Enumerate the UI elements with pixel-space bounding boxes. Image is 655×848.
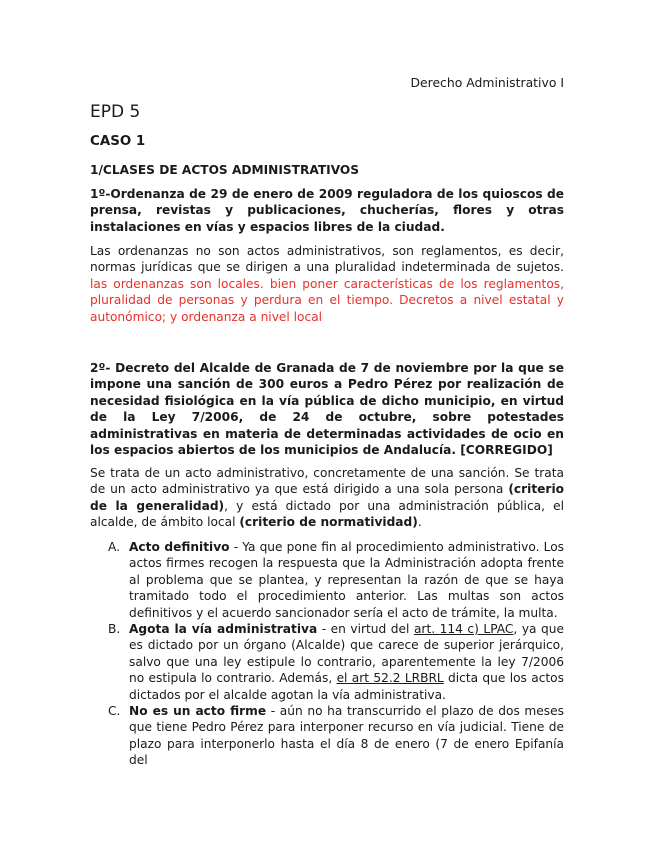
list-marker: C. [108,704,121,719]
criterio-normatividad: (criterio de normatividad) [239,515,418,530]
item2-answer-text-a: Se trata de un acto administrativo, concretamente de una sanción. Se trata de un acto administrativo ya que está dirigido a una sola persona [90,466,564,497]
list-item [90,621,564,703]
list-item-text: - en virtud del [317,622,414,637]
running-header: Derecho Administrativo I [410,75,564,90]
list-item [90,703,564,769]
list-item-title: Acto definitivo [129,540,230,554]
list-item-text: , ya que es dictado por un órgano (Alcalde) que carece de superior jerárquico, salvo que una ley estipule lo contrario, aparentemente la ley 7/2006 no estipula lo contrario. Además, [129,622,565,686]
item2-answer-text-c: , y está dictado por una administración pública, el alcalde, de ámbito local [90,498,564,530]
list-item-text: - aún no ha transcurrido el plazo de dos meses que tiene Pedro Pérez para interponer recurso en vía judicial. Tiene de plazo para interponerlo hasta el día 8 de enero (7 de enero Epifanía del [129,704,564,768]
list-item-title: Agota la vía administrativa [129,622,318,637]
item1-answer [90,243,564,325]
law-reference-lrbrl: el art 52.2 LRBRL [336,671,444,686]
document-title: EPD 5 [90,102,141,122]
item2-answer-text-e: . [417,515,422,530]
characteristics-list [90,539,564,769]
list-item [90,539,564,621]
item1-correction-note: las ordenanzas son locales. bien poner características de los reglamentos, pluralidad de personas y perdura en el tiempo. Decretos a nivel estatal y autonómico; y ordenanza a nivel local [90,276,564,324]
case-heading: CASO 1 [90,134,146,149]
item1-heading: 1º-Ordenanza de 29 de enero de 2009 reguladora de los quioscos de prensa, revistas y publicaciones, chucherías, flores y otras instalaciones en vías y espacios libres de la ciudad. [90,187,564,234]
item2-answer [90,465,564,531]
section-heading: 1/CLASES DE ACTOS ADMINISTRATIVOS [90,163,360,177]
item2-heading: 2º- Decreto del Alcalde de Granada de 7 de noviembre por la que se impone una sanción de 300 euros a Pedro Pérez por realización de necesidad fisiológica en la vía pública de dicho municipio, en virtud de la Ley 7/2006, de 24 de octubre, sobre potestades administrativas en materia de determinadas actividades de ocio en los espacios abiertos de los municipios de Andalucía. [CORREGIDO] [90,361,564,458]
law-reference-lpac: art. 114 c) LPAC [413,622,514,637]
list-item-text: dicta que los actos dictados por el alcalde agotan la vía administrativa. [129,671,564,702]
item1-answer-text: Las ordenanzas no son actos administrativos, son reglamentos, es decir, normas jurídicas que se dirigen a una pluralidad indeterminada de sujetos. [90,244,564,275]
list-marker: B. [108,622,121,637]
list-item-text: - Ya que pone fin al procedimiento administrativo. Los actos firmes recogen la respuesta que la Administración adopta frente al problema que se plantea, y representan la razón de que se haya tramitado todo el procedimiento anterior. Las multas son actos definitivos y el acuerdo sancionador sería el acto de trámite, la multa. [129,540,564,620]
list-item-title: No es un acto firme [129,704,267,719]
list-marker: A. [108,540,120,554]
criterio-generalidad: (criterio de la generalidad) [90,482,564,513]
